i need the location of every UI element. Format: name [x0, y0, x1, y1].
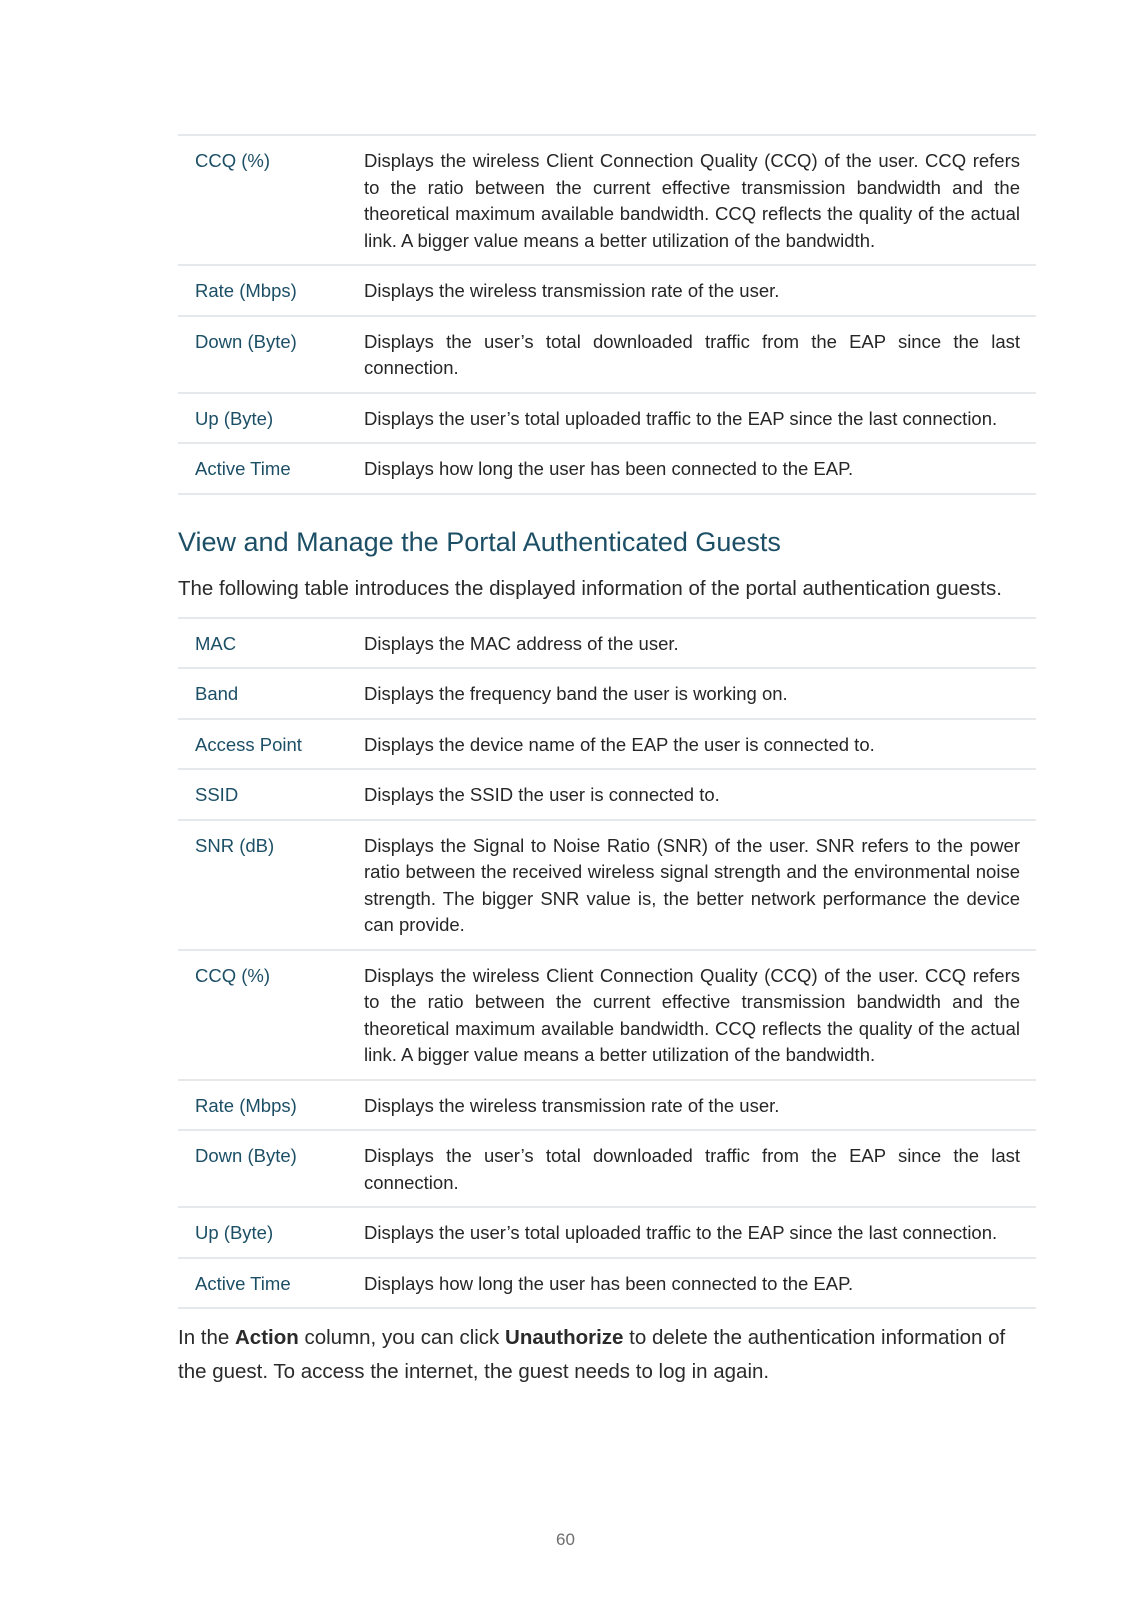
- row-term: CCQ (%): [195, 150, 271, 171]
- row-description: Displays the wireless transmission rate of the user.: [364, 280, 780, 301]
- row-term: Up (Byte): [195, 407, 274, 429]
- table-row: [178, 1080, 1036, 1131]
- row-description: Displays the user’s total uploaded traffic to the EAP since the last connection.: [364, 407, 998, 429]
- row-term: CCQ (%): [195, 964, 271, 986]
- row-term: Down (Byte): [195, 1145, 297, 1166]
- row-description: Displays the user’s total uploaded traffic to the EAP since the last connection.: [364, 1222, 998, 1243]
- table-row: [178, 950, 1036, 1080]
- section-heading: View and Manage the Portal Authenticated Guests: [178, 526, 781, 557]
- row-term: Active Time: [195, 1272, 291, 1294]
- table-row: [178, 316, 1036, 393]
- row-term: SNR (dB): [195, 834, 275, 856]
- table-row: [178, 1258, 1036, 1309]
- row-description: Displays the SSID the user is connected to.: [364, 784, 720, 805]
- table-row: [178, 265, 1036, 316]
- row-term: Down (Byte): [195, 330, 297, 352]
- row-term: Rate (Mbps): [195, 280, 297, 301]
- closing-text-2: column, you can click: [298, 1326, 506, 1349]
- row-term: Rate (Mbps): [195, 1094, 297, 1116]
- table-row: [178, 443, 1036, 494]
- action-column-term: Action: [235, 1326, 299, 1349]
- table-row: [178, 668, 1036, 719]
- row-description: Displays the user’s total downloaded traffic from the EAP since the last connection.: [364, 1145, 1020, 1193]
- row-term: SSID: [195, 784, 239, 805]
- row-description: Displays the MAC address of the user.: [364, 632, 679, 654]
- row-term: Up (Byte): [195, 1222, 274, 1243]
- row-description: Displays the Signal to Noise Ratio (SNR) of the user. SNR refers to the power ratio between the received wireless signal strength and the environmental noise strength. The bigger SNR value is, the better network performance the device can provide.: [364, 834, 1020, 935]
- unauthorize-term: Unauthorize: [505, 1326, 624, 1349]
- table-row: [178, 618, 1036, 669]
- row-description: Displays the wireless transmission rate of the user.: [364, 1094, 780, 1116]
- table-row: [178, 393, 1036, 444]
- row-description: Displays the device name of the EAP the user is connected to.: [364, 733, 875, 755]
- portal-guest-info-table: [178, 617, 1036, 1310]
- table-row: [178, 1207, 1036, 1258]
- page-number: 60: [556, 1530, 575, 1549]
- closing-text-3: to delete the authentication information of the guest. To access the internet, the guest needs to log in again.: [178, 1326, 1006, 1383]
- page-content: [178, 134, 1036, 1389]
- row-description: Displays how long the user has been connected to the EAP.: [364, 1272, 854, 1294]
- table-row: [178, 135, 1036, 265]
- closing-text-1: In the: [178, 1326, 235, 1349]
- section-intro: The following table introduces the displayed information of the portal authentication guests.: [178, 576, 1002, 600]
- row-description: Displays the user’s total downloaded traffic from the EAP since the last connection.: [364, 330, 1020, 378]
- row-description: Displays the wireless Client Connection Quality (CCQ) of the user. CCQ refers to the ratio between the current effective transmission bandwidth and the theoretical maximum available bandwidth. CCQ reflects the quality of the actual link. A bigger value means a better utilization of the bandwidth.: [364, 964, 1020, 1065]
- row-term: Band: [195, 683, 239, 704]
- table-row: [178, 719, 1036, 770]
- row-description: Displays the frequency band the user is working on.: [364, 683, 788, 704]
- table-row: [178, 820, 1036, 950]
- table-row: [178, 769, 1036, 820]
- row-term: Active Time: [195, 458, 291, 479]
- closing-paragraph: [178, 1321, 1036, 1389]
- row-term: MAC: [195, 632, 237, 654]
- row-description: Displays how long the user has been connected to the EAP.: [364, 458, 854, 479]
- row-term: Access Point: [195, 733, 302, 755]
- row-description: Displays the wireless Client Connection Quality (CCQ) of the user. CCQ refers to the ratio between the current effective transmission bandwidth and the theoretical maximum available bandwidth. CCQ reflects the quality of the actual link. A bigger value means a better utilization of the bandwidth.: [364, 150, 1020, 251]
- table-row: [178, 1130, 1036, 1207]
- client-info-table-top: [178, 134, 1036, 495]
